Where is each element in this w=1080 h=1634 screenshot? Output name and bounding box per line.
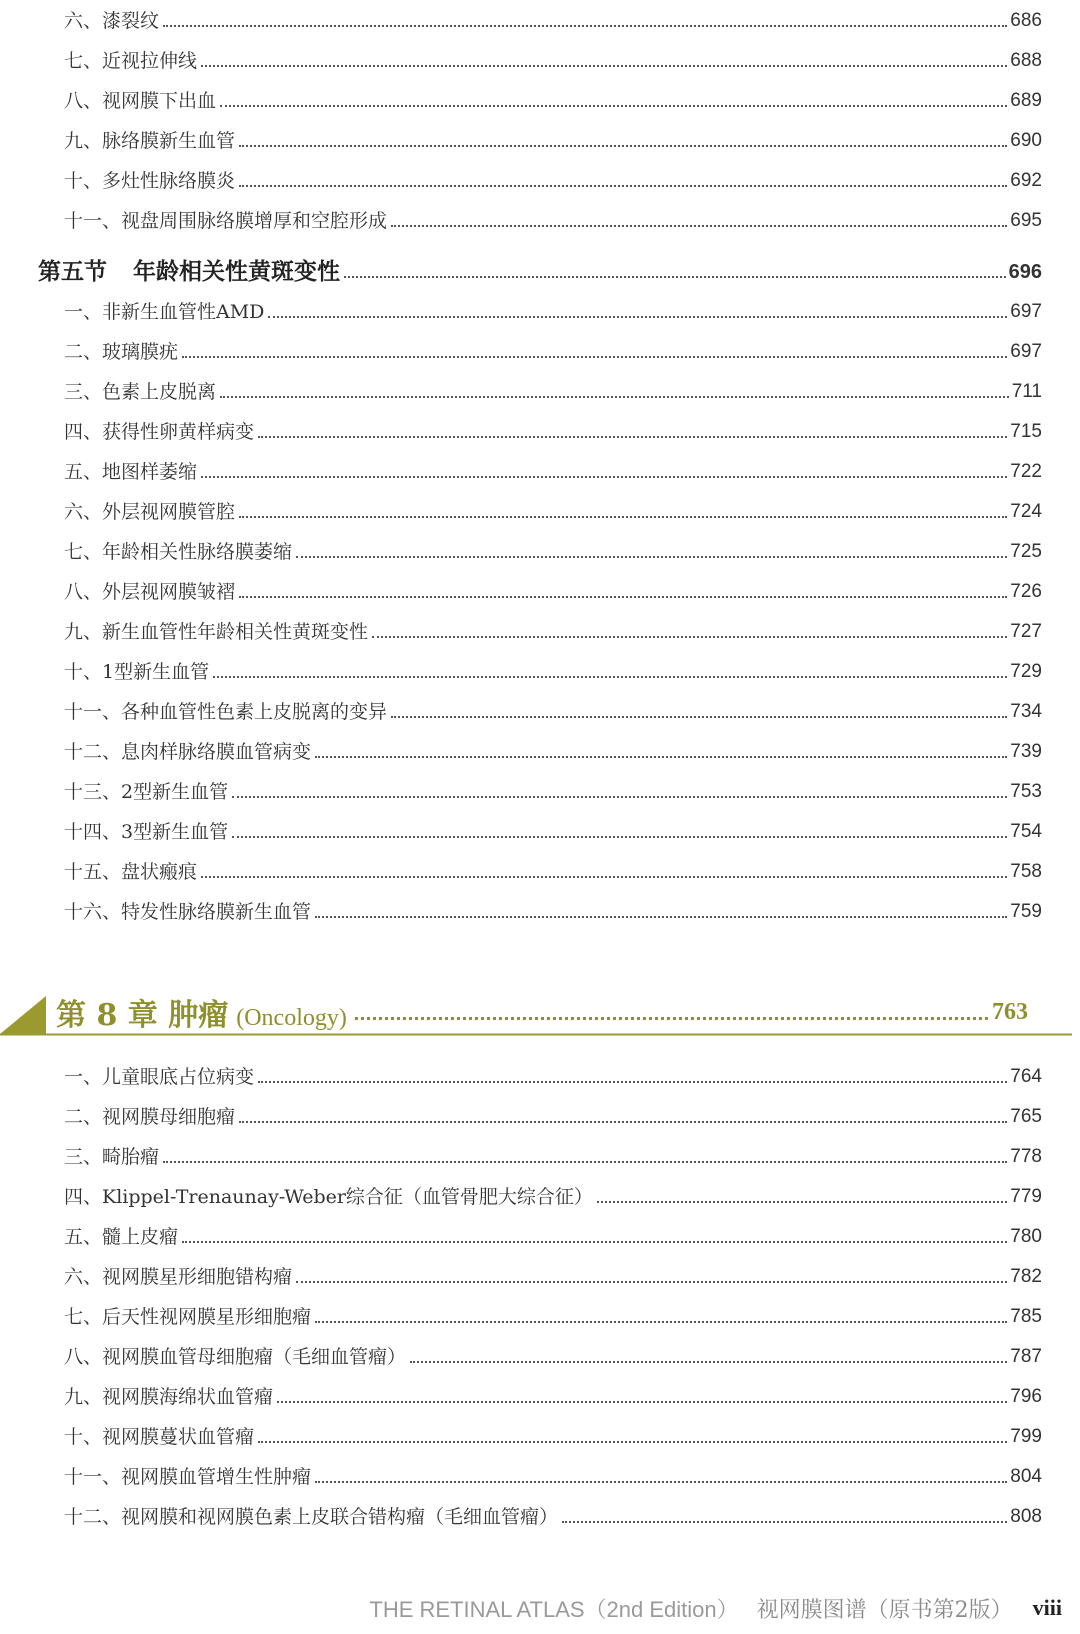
toc-entry-page: 697 — [1010, 341, 1042, 362]
toc-entry — [64, 897, 1042, 927]
toc-entry — [64, 1102, 1042, 1132]
toc-entry-page: 764 — [1010, 1066, 1042, 1087]
dot-leader — [391, 716, 1007, 718]
dot-leader — [201, 876, 1007, 878]
dot-leader — [315, 1481, 1007, 1483]
toc-entry-page: 785 — [1010, 1306, 1042, 1327]
toc-entry-label: 十二、视网膜和视网膜色素上皮联合错构瘤（毛细血管瘤） — [64, 1506, 559, 1528]
toc-entry — [64, 1062, 1042, 1092]
toc-entry-label: 十一、视网膜血管增生性肿瘤 — [64, 1466, 312, 1488]
chapter-heading — [56, 990, 1028, 1034]
toc-entry — [64, 1142, 1042, 1172]
toc-entry — [64, 1502, 1042, 1532]
toc-entry-page: 726 — [1010, 581, 1042, 602]
toc-entry-label: 五、髓上皮瘤 — [64, 1226, 179, 1248]
dot-leader — [239, 516, 1007, 518]
toc-entry-label: 十、1型新生血管 — [64, 661, 210, 683]
toc-entry — [64, 697, 1042, 727]
section-number: 第五节 — [38, 258, 107, 285]
dot-leader — [258, 436, 1007, 438]
toc-entry — [64, 166, 1042, 196]
toc-entry — [64, 817, 1042, 847]
toc-entry-label: 七、年龄相关性脉络膜萎缩 — [64, 541, 293, 563]
toc-entry — [64, 1422, 1042, 1452]
dot-leader — [296, 1281, 1007, 1283]
dot-leader — [258, 1081, 1007, 1083]
dot-leader — [201, 476, 1007, 478]
chapter-page: 763 — [992, 998, 1028, 1025]
dot-leader — [239, 1121, 1007, 1123]
toc-entry-page: 808 — [1010, 1506, 1042, 1527]
toc-entry-label: 八、外层视网膜皱褶 — [64, 581, 236, 603]
toc-entry — [64, 126, 1042, 156]
dot-leader — [597, 1201, 1007, 1203]
dot-leader — [163, 25, 1007, 27]
dot-leader — [355, 1017, 988, 1020]
toc-entry-label: 九、脉络膜新生血管 — [64, 130, 236, 152]
toc-entry — [64, 377, 1042, 407]
toc-entry — [64, 857, 1042, 887]
toc-entry-page: 715 — [1010, 421, 1042, 442]
toc-entry-page: 734 — [1010, 701, 1042, 722]
dot-leader — [277, 1401, 1007, 1403]
dot-leader — [239, 145, 1007, 147]
chapter-title-en: (Oncology) — [236, 1005, 347, 1031]
section-heading-label — [38, 257, 340, 287]
toc-entry — [64, 537, 1042, 567]
dot-leader — [220, 105, 1007, 107]
toc-entry-page: 758 — [1010, 861, 1042, 882]
toc-entry-label: 九、视网膜海绵状血管瘤 — [64, 1386, 274, 1408]
toc-entry-page: 697 — [1010, 301, 1042, 322]
toc-entry-label: 十、视网膜蔓状血管瘤 — [64, 1426, 255, 1448]
dot-leader — [258, 1441, 1007, 1443]
dot-leader — [391, 225, 1007, 227]
dot-leader — [182, 1241, 1007, 1243]
toc-entry — [64, 577, 1042, 607]
toc-entry-page: 689 — [1010, 90, 1042, 111]
toc-entry — [64, 297, 1042, 327]
page-footer — [369, 1592, 1062, 1624]
toc-entry-page: 796 — [1010, 1386, 1042, 1407]
toc-entry — [64, 1182, 1042, 1212]
chapter-title — [56, 990, 347, 1034]
dot-leader — [562, 1521, 1007, 1523]
toc-entry-label: 十五、盘状瘢痕 — [64, 861, 198, 883]
toc-entry-page: 754 — [1010, 821, 1042, 842]
toc-entry — [64, 457, 1042, 487]
toc-entry — [64, 1382, 1042, 1412]
toc-entry-label: 七、近视拉伸线 — [64, 50, 198, 72]
toc-entry — [64, 777, 1042, 807]
toc-entry-label: 九、新生血管性年龄相关性黄斑变性 — [64, 621, 369, 643]
toc-entry-page: 759 — [1010, 901, 1042, 922]
toc-entry-page: 779 — [1010, 1186, 1042, 1207]
dot-leader — [268, 316, 1007, 318]
toc-entry-page: 695 — [1010, 210, 1042, 231]
dot-leader — [344, 276, 1006, 278]
toc-entry — [64, 617, 1042, 647]
toc-entry — [64, 337, 1042, 367]
toc-entry-label: 三、色素上皮脱离 — [64, 381, 217, 403]
toc-entry-page: 722 — [1010, 461, 1042, 482]
footer-page-number: viii — [1032, 1595, 1062, 1620]
toc-entry — [64, 1222, 1042, 1252]
toc-entry — [64, 206, 1042, 236]
dot-leader — [239, 185, 1007, 187]
toc-entry — [64, 657, 1042, 687]
toc-entry-label: 八、视网膜血管母细胞瘤（毛细血管瘤） — [64, 1346, 407, 1368]
section-page: 696 — [1008, 261, 1042, 283]
toc-entry — [64, 1342, 1042, 1372]
toc-entry-label: 六、外层视网膜管腔 — [64, 501, 236, 523]
toc-entry-label: 三、畸胎瘤 — [64, 1146, 160, 1168]
toc-entry — [64, 737, 1042, 767]
toc-entry-label: 八、视网膜下出血 — [64, 90, 217, 112]
toc-entry-label: 四、Klippel-Trenaunay-Weber综合征（血管骨肥大综合征） — [64, 1186, 593, 1208]
section-heading — [38, 257, 1042, 287]
chapter-banner — [0, 988, 1072, 1038]
dot-leader — [232, 836, 1007, 838]
dot-leader — [315, 756, 1007, 758]
toc-entry-label: 一、非新生血管性AMD — [64, 301, 265, 323]
toc-entry-label: 四、获得性卵黄样病变 — [64, 421, 255, 443]
toc-entry-page: 778 — [1010, 1146, 1042, 1167]
toc-entry-page: 799 — [1010, 1426, 1042, 1447]
toc-entry-label: 七、后天性视网膜星形细胞瘤 — [64, 1306, 312, 1328]
toc-entry-label: 二、视网膜母细胞瘤 — [64, 1106, 236, 1128]
dot-leader — [410, 1361, 1007, 1363]
toc-entry-page: 725 — [1010, 541, 1042, 562]
toc-entry-page: 688 — [1010, 50, 1042, 71]
dot-leader — [163, 1161, 1007, 1163]
toc-entry-page: 804 — [1010, 1466, 1042, 1487]
toc-entry-page: 739 — [1010, 741, 1042, 762]
toc-entry-page: 765 — [1010, 1106, 1042, 1127]
dot-leader — [296, 556, 1007, 558]
toc-entry-page: 753 — [1010, 781, 1042, 802]
toc-entry-page: 711 — [1011, 381, 1042, 402]
dot-leader — [201, 65, 1007, 67]
toc-entry-label: 二、玻璃膜疣 — [64, 341, 179, 363]
toc-entry-label: 十一、视盘周围脉络膜增厚和空腔形成 — [64, 210, 388, 232]
toc-entry-page: 724 — [1010, 501, 1042, 522]
toc-entry-label: 六、漆裂纹 — [64, 10, 160, 32]
toc-entry-page: 686 — [1010, 10, 1042, 31]
toc-entry-label: 十六、特发性脉络膜新生血管 — [64, 901, 312, 923]
footer-chinese-title: 视网膜图谱（原书第2版） — [756, 1597, 1013, 1623]
toc-entry-label: 十、多灶性脉络膜炎 — [64, 170, 236, 192]
toc-entry — [64, 86, 1042, 116]
toc-entry-page: 690 — [1010, 130, 1042, 151]
toc-entry-label: 五、地图样萎缩 — [64, 461, 198, 483]
toc-entry — [64, 46, 1042, 76]
toc-entry — [64, 1302, 1042, 1332]
section-title: 年龄相关性黄斑变性 — [133, 258, 340, 285]
toc-entry-label: 十一、各种血管性色素上皮脱离的变异 — [64, 701, 388, 723]
footer-english-title: THE RETINAL ATLAS（2nd Edition） — [369, 1596, 739, 1622]
toc-entry-page: 729 — [1010, 661, 1042, 682]
dot-leader — [239, 596, 1007, 598]
toc-entry-page: 780 — [1010, 1226, 1042, 1247]
toc-entry — [64, 1462, 1042, 1492]
dot-leader — [315, 1321, 1007, 1323]
toc-entry — [64, 1262, 1042, 1292]
toc-entry-label: 六、视网膜星形细胞错构瘤 — [64, 1266, 293, 1288]
dot-leader — [213, 676, 1007, 678]
toc-entry-page: 782 — [1010, 1266, 1042, 1287]
toc-entry — [64, 6, 1042, 36]
dot-leader — [182, 356, 1007, 358]
dot-leader — [372, 636, 1007, 638]
toc-entry-label: 十三、2型新生血管 — [64, 781, 229, 803]
toc-entry-label: 十四、3型新生血管 — [64, 821, 229, 843]
toc-entry-label: 十二、息肉样脉络膜血管病变 — [64, 741, 312, 763]
chapter-title-zh: 第 8 章 肿瘤 — [56, 998, 229, 1033]
toc-entry-page: 787 — [1010, 1346, 1042, 1367]
dot-leader — [232, 796, 1007, 798]
toc-entry-page: 727 — [1010, 621, 1042, 642]
toc-entry — [64, 497, 1042, 527]
toc-entry — [64, 417, 1042, 447]
dot-leader — [315, 916, 1007, 918]
toc-entry-label: 一、儿童眼底占位病变 — [64, 1066, 255, 1088]
toc-entry-page: 692 — [1010, 170, 1042, 191]
dot-leader — [220, 396, 1009, 398]
